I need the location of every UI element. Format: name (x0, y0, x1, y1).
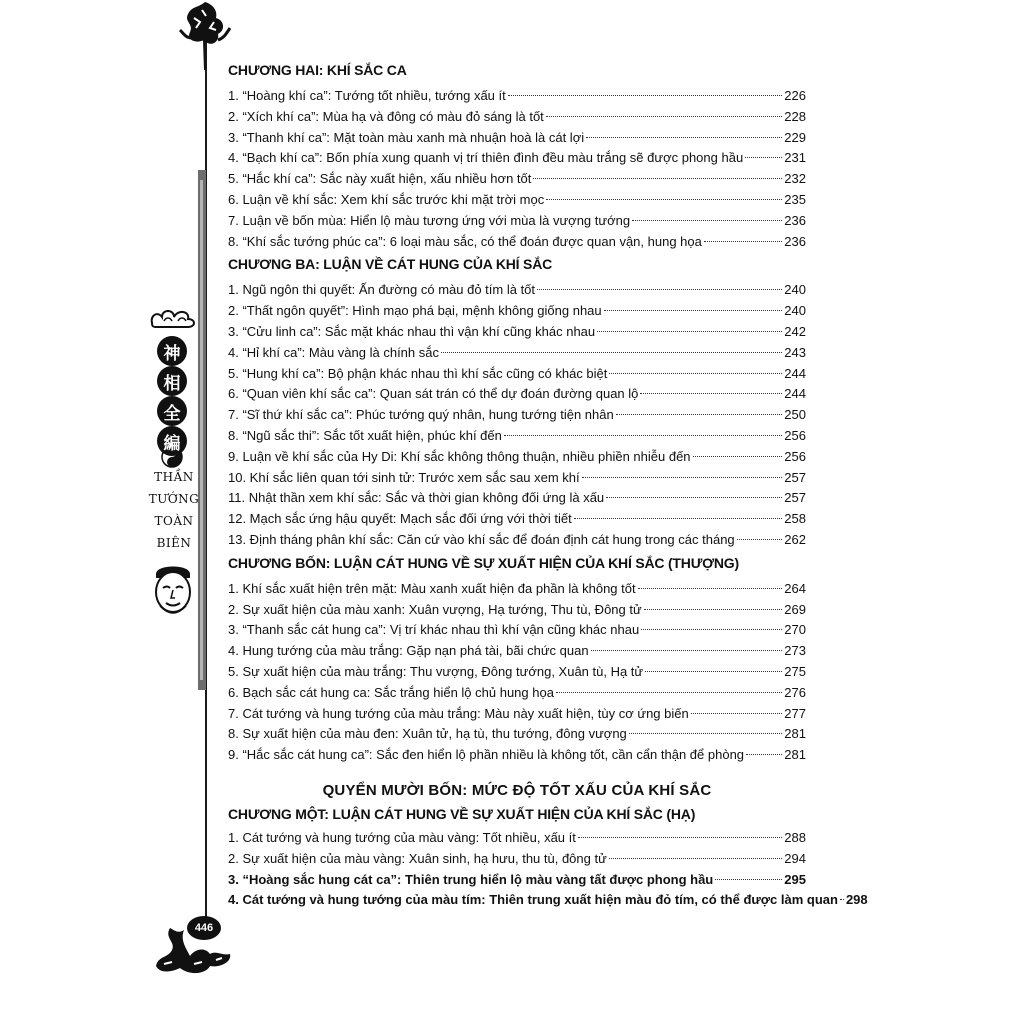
margin-shaded-bar-highlight (200, 180, 203, 680)
side-title-word-4: BIÊN (156, 536, 192, 550)
toc-entry (228, 724, 806, 745)
toc-entry (228, 530, 806, 551)
toc-entry-title: 5. “Hung khí ca”: Bộ phận khác nhau thì khí sắc cũng có khác biệt (228, 365, 608, 381)
dot-leader (597, 331, 782, 332)
dot-leader (645, 671, 782, 672)
seal-char-3: 全 (157, 396, 187, 426)
toc-entry-page: 232 (784, 171, 806, 187)
toc-entry-title: 7. Cát tướng và hung tướng của màu trắng: Màu này xuất hiện, tùy cơ ứng biến (228, 705, 689, 721)
toc-entry (228, 128, 806, 149)
dot-leader (586, 137, 782, 138)
dot-leader (591, 650, 783, 651)
toc-entry-title: 4. Cát tướng và hung tướng của màu tím: Thiên trung xuất hiện màu đỏ tím, có thể được làm quan (228, 892, 838, 908)
toc-entry-page: 240 (784, 282, 806, 298)
toc-entry (228, 870, 806, 891)
toc-entry (228, 190, 806, 211)
dot-leader (609, 373, 782, 374)
dot-leader (715, 879, 782, 880)
toc-entry-page: 244 (784, 386, 806, 402)
toc-entry (228, 211, 806, 232)
sage-portrait-icon (150, 560, 196, 618)
toc-entry-title: 9. Luận về khí sắc của Hy Di: Khí sắc không thông thuận, nhiều phiền nhiễu đến (228, 448, 691, 464)
toc-entry (228, 579, 806, 600)
toc-entry-page: 269 (784, 601, 806, 617)
chapter-three (228, 254, 806, 550)
toc-entry-page: 298 (845, 892, 868, 908)
toc-entry-page: 256 (784, 448, 806, 464)
toc-entry-title: 1. Ngũ ngôn thi quyết: Ấn đường có màu đỏ tím là tốt (228, 282, 536, 298)
toc-entry-page: 243 (784, 344, 806, 360)
toc-entry-title: 11. Nhật thần xem khí sắc: Sắc và thời gian không đối ứng là xấu (228, 490, 605, 506)
toc-entry (228, 301, 806, 322)
toc-entry-page: 236 (784, 233, 806, 249)
page-number: 446 (187, 916, 221, 940)
toc-entry-title: 1. Khí sắc xuất hiện trên mặt: Màu xanh xuất hiện đa phần là không tốt (228, 580, 636, 596)
toc-entry (228, 745, 806, 766)
toc-entry (228, 704, 806, 725)
toc-entry-title: 3. “Cửu linh ca”: Sắc mặt khác nhau thì vận khí cũng khác nhau (228, 323, 596, 339)
toc-entry-page: 235 (784, 191, 806, 207)
toc-entry-page: 276 (784, 684, 806, 700)
toc-entry (228, 683, 806, 704)
cloud-ornament-icon (148, 305, 198, 331)
toc-entry (228, 86, 806, 107)
dragon-ornament-bottom-icon (150, 920, 240, 980)
toc-entry-page: 257 (784, 490, 806, 506)
toc-entry-title: 5. Sự xuất hiện của màu trắng: Thu vượng, Đông tướng, Xuân tù, Hạ tử (228, 663, 644, 679)
toc-entry (228, 641, 806, 662)
toc-entry (228, 322, 806, 343)
toc-entry-page: 258 (784, 511, 806, 527)
dot-leader (691, 713, 783, 714)
dot-leader (574, 518, 783, 519)
side-title-word-3: TOÀN (154, 514, 194, 528)
toc-entry-title: 8. “Ngũ sắc thi”: Sắc tốt xuất hiện, phúc khí đến (228, 427, 502, 443)
toc-entry-page: 226 (784, 88, 806, 103)
toc-entry-page: 240 (784, 303, 806, 319)
dot-leader (704, 241, 782, 242)
toc-entry (228, 447, 806, 468)
toc-entry-title: 4. “Bạch khí ca”: Bốn phía xung quanh vị trí thiên đình đều màu trắng sẽ được phong hầu (228, 150, 744, 166)
chapter-one-final (228, 804, 868, 911)
side-title-word-1: THẦN (154, 470, 194, 484)
toc-entry-page: 250 (784, 407, 806, 423)
toc-entry (228, 890, 868, 911)
toc-entry (228, 620, 806, 641)
toc-entry-title: 1. “Hoàng khí ca”: Tướng tốt nhiều, tướng xấu ít (228, 88, 506, 103)
toc-entry-page: 228 (784, 108, 806, 124)
dot-leader (644, 609, 783, 610)
toc-entry-title: 1. Cát tướng và hung tướng của màu vàng: Tốt nhiều, xấu ít (228, 829, 576, 845)
dot-leader (504, 435, 782, 436)
toc-entry-title: 3. “Hoàng sắc hung cát ca”: Thiên trung hiển lộ màu vàng tất được phong hầu (228, 871, 714, 887)
toc-entry-page: 288 (784, 829, 806, 845)
seal-char-4: 編 (157, 426, 187, 456)
toc-entry (228, 107, 806, 128)
toc-entry-page: 270 (784, 622, 806, 638)
toc-entry-page: 244 (784, 365, 806, 381)
toc-entry (228, 828, 806, 849)
toc-entry-page: 264 (784, 580, 806, 596)
dot-leader (632, 220, 782, 221)
toc-entry-title: 7. “Sĩ thứ khí sắc ca”: Phúc tướng quý nhân, hung tướng tiện nhân (228, 407, 614, 423)
toc-entry-title: 5. “Hắc khí ca”: Sắc này xuất hiện, xấu nhiều hơn tốt (228, 171, 532, 187)
dot-leader (508, 95, 783, 96)
dot-leader (629, 733, 783, 734)
book-title: QUYỂN MƯỜI BỐN: MỨC ĐỘ TỐT XẤU CỦA KHÍ SẮC (322, 781, 712, 799)
toc-entry (228, 509, 806, 530)
toc-entry-title: 8. “Khí sắc tướng phúc ca”: 6 loại màu sắc, có thể đoán được quan vận, hung họa (228, 233, 702, 249)
toc-entry-title: 13. Định tháng phân khí sắc: Căn cứ vào khí sắc để đoán định cát hung trong các tháng (228, 531, 735, 547)
toc-entry (228, 488, 806, 509)
chapter-four (228, 553, 806, 766)
toc-entry-page: 242 (784, 323, 806, 339)
toc-entry (228, 280, 806, 301)
dot-leader (641, 629, 782, 630)
toc-entry-title: 4. Hung tướng của màu trắng: Gặp nạn phá tài, bãi chức quan (228, 643, 589, 659)
toc-entry-title: 2. Sự xuất hiện của màu vàng: Xuân sinh, hạ hưu, thu tù, đông tử (228, 850, 607, 866)
toc-entry-page: 262 (784, 531, 806, 547)
chapter-heading: CHƯƠNG BỐN: LUẬN CÁT HUNG VỀ SỰ XUẤT HIỆN CỦA KHÍ SẮC (THƯỢNG) (228, 554, 739, 571)
chapter-heading: CHƯƠNG HAI: KHÍ SẮC CA (228, 62, 407, 78)
dot-leader (840, 899, 844, 900)
dot-leader (533, 178, 782, 179)
chapter-heading: CHƯƠNG BA: LUẬN VỀ CÁT HUNG CỦA KHÍ SẮC (228, 256, 553, 273)
toc-entry-page: 236 (784, 212, 806, 228)
toc-entry-title: 6. “Quan viên khí sắc ca”: Quan sát trán có thể dự đoán đường quan lộ (228, 386, 639, 402)
chapter-two (228, 60, 806, 252)
toc-entry-page: 257 (784, 469, 806, 485)
dot-leader (546, 116, 783, 117)
toc-entry-title: 8. Sự xuất hiện của màu đen: Xuân tử, hạ tù, thu tướng, đông vượng (228, 726, 627, 742)
toc-entry-title: 6. Bạch sắc cát hung ca: Sắc trắng hiển lộ chủ hung họa (228, 684, 554, 700)
dot-leader (546, 199, 782, 200)
toc-entry-title: 2. “Thất ngôn quyết”: Hình mạo phá bại, mệnh không giống nhau (228, 303, 602, 319)
toc-entry (228, 405, 806, 426)
dot-leader (640, 393, 782, 394)
dot-leader (737, 539, 783, 540)
dot-leader (556, 692, 782, 693)
dot-leader (745, 157, 782, 158)
toc-entry (228, 384, 806, 405)
toc-entry-page: 294 (784, 850, 806, 866)
toc-entry-title: 3. “Thanh sắc cát hung ca”: Vị trí khác nhau thì khí vận cũng khác nhau (228, 622, 640, 638)
toc-entry-title: 6. Luận về khí sắc: Xem khí sắc trước khi mặt trời mọc (228, 191, 545, 207)
table-of-contents (228, 58, 868, 911)
dot-leader (606, 497, 782, 498)
side-title-word-2: TƯỚNG (148, 492, 200, 506)
seal-char-2: 相 (157, 366, 187, 396)
toc-entry-title: 9. “Hắc sắc cát hung ca”: Sắc đen hiển lộ phần nhiều là không tốt, cần cẩn thận để phòng (228, 747, 745, 763)
toc-entry (228, 343, 806, 364)
toc-entry-page: 273 (784, 643, 806, 659)
toc-entry-page: 275 (784, 663, 806, 679)
chapter-heading: CHƯƠNG MỘT: LUẬN CÁT HUNG VỀ SỰ XUẤT HIỆN CỦA KHÍ SẮC (HẠ) (228, 805, 696, 822)
dot-leader (638, 588, 783, 589)
toc-entry (228, 148, 806, 169)
toc-entry-page: 229 (784, 129, 806, 145)
toc-entry (228, 169, 806, 190)
toc-entry (228, 232, 806, 253)
toc-entry (228, 662, 806, 683)
dot-leader (537, 289, 782, 290)
dot-leader (582, 477, 783, 478)
dot-leader (616, 414, 783, 415)
toc-entry-title: 4. “Hỉ khí ca”: Màu vàng là chính sắc (228, 344, 439, 360)
dot-leader (746, 754, 782, 755)
dot-leader (441, 352, 782, 353)
toc-entry (228, 468, 806, 489)
toc-entry-page: 295 (784, 871, 806, 887)
dot-leader (578, 837, 782, 838)
seal-char-1: 神 (157, 336, 187, 366)
toc-entry-title: 2. “Xích khí ca”: Mùa hạ và đông có màu đỏ sáng là tốt (228, 108, 544, 124)
toc-entry-page: 231 (784, 150, 806, 166)
toc-entry-title: 10. Khí sắc liên quan tới sinh tử: Trước xem sắc sau xem khí (228, 469, 580, 485)
dot-leader (693, 456, 783, 457)
toc-entry-page: 281 (784, 726, 806, 742)
toc-entry (228, 849, 806, 870)
toc-entry-title: 12. Mạch sắc ứng hậu quyết: Mạch sắc đối ứng với thời tiết (228, 511, 572, 527)
toc-entry-page: 256 (784, 427, 806, 443)
dot-leader (604, 310, 783, 311)
toc-entry-page: 277 (784, 705, 806, 721)
toc-entry-title: 3. “Thanh khí ca”: Mặt toàn màu xanh mà nhuận hoà là cát lợi (228, 129, 585, 145)
toc-entry (228, 600, 806, 621)
dot-leader (609, 858, 783, 859)
toc-entry-title: 2. Sự xuất hiện của màu xanh: Xuân vượng, Hạ tướng, Thu tù, Đông tử (228, 601, 642, 617)
toc-entry (228, 364, 806, 385)
toc-entry (228, 426, 806, 447)
toc-entry-title: 7. Luận về bốn mùa: Hiển lộ màu tương ứng với mùa là vượng tướng (228, 212, 631, 228)
toc-entry-page: 281 (784, 747, 806, 763)
